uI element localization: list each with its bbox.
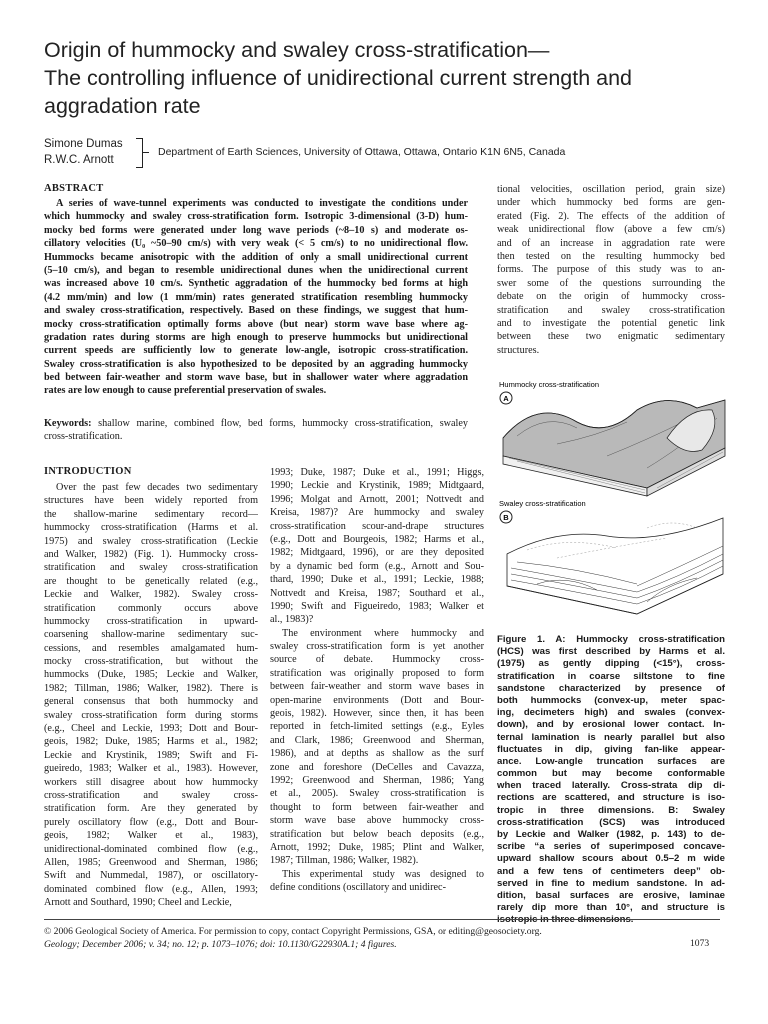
text-line: 1993; Duke, 1987; Duke et al., 1991; Higgs, bbox=[270, 467, 484, 478]
text-line: 1990; Leckie and Krystinik, 1989; Midtgaard, bbox=[270, 480, 484, 492]
text-line: stratification and swaley cross-stratification bbox=[44, 562, 258, 574]
panel-a-letter: A bbox=[503, 394, 509, 403]
text-line: which hummocky and swaley cross-stratification form. Isotropic 3-dimensional (3-D) hum- bbox=[44, 211, 468, 223]
text-line: dominated combined flow (e.g., Allen, 1993; bbox=[44, 883, 258, 895]
text-line: and to investigate the potential genetic link bbox=[497, 317, 725, 329]
text-line: Swift and Nummedal, 1987), or oscillatory- bbox=[44, 870, 258, 882]
text-line: ternal lamination is nearly parallel but also bbox=[497, 731, 725, 743]
text-line: and a few tens of centimeters deep” ob- bbox=[497, 865, 725, 877]
hummocky-block bbox=[503, 400, 725, 496]
text-line: Arnott, 1992; Duke, 1985; Plint and Walker, bbox=[270, 841, 484, 853]
text-line: open-marine environments (Dott and Bour- bbox=[270, 694, 484, 706]
text-line: Swaley cross-stratification is also hypothesized to be deposited by an aggrading hummocky bbox=[44, 358, 468, 370]
text-line: Leckie and Krystinik, 1989; Swift and Fi- bbox=[44, 749, 258, 761]
text-line: 1990; Swift and Figueiredo, 1983; Walker et bbox=[270, 600, 484, 612]
text-line: purely oscillatory flow (e.g., Dott and Bour- bbox=[44, 816, 258, 828]
text-line: Kreisa, 1987)? Are hummocky and swaley bbox=[270, 507, 484, 519]
text-line: bed between fair-weather and storm wave base, but in shallower water where aggradation bbox=[44, 372, 468, 384]
text-line: upward shallow scours about 0.5–2 m wide bbox=[497, 853, 725, 865]
text-line: swer some of the questions surrounding the bbox=[497, 277, 725, 289]
figure-1 bbox=[497, 378, 727, 628]
text-line: swaley cross-stratification form is yet another bbox=[270, 641, 484, 653]
text-line: (1975) as gently dipping (<15°), cross- bbox=[497, 658, 725, 670]
text-line: zone and foreshore (DeCelles and Cavazza, bbox=[270, 761, 484, 773]
text-line: mocky cross-stratification optimally forms above (but near) storm wave base where ag- bbox=[44, 318, 468, 330]
text-line: when traced laterally. Cross-strata dip di- bbox=[497, 780, 725, 792]
footer-rule bbox=[44, 919, 720, 920]
text-line: mocky bed forms were generated under long wave periods (~8–10 s) and moderate os- bbox=[44, 224, 468, 236]
text-line: thard, 1990; Duke et al., 1991; Leckie, 1988; bbox=[270, 574, 484, 586]
keywords-line bbox=[44, 417, 468, 430]
text-line: weak unidirectional flow (above a few cm/s) bbox=[497, 224, 725, 236]
text-line: Figure 1. A: Hummocky cross-stratification bbox=[497, 634, 725, 645]
text-line: coarsening shallow-marine sedimentary suc- bbox=[44, 629, 258, 641]
text-line: stratification and swaley cross-stratification bbox=[497, 304, 725, 316]
body-column-2 bbox=[270, 466, 484, 895]
text-line: rections are scattered, and structure is iso- bbox=[497, 792, 725, 804]
text-line: 1986), and at depths as shallow as the surf bbox=[270, 748, 484, 760]
text-line: cillatory velocities (U₀ ~50–90 cm/s) with very weak (< 5 cm/s) to no unidirectional flow. bbox=[44, 238, 468, 250]
text-line: forms. The purpose of this study was to an- bbox=[497, 264, 725, 276]
text-line: The environment where hummocky and bbox=[282, 627, 484, 639]
text-line: Hummocks became anisotropic with the addition of only a small unidirectional current bbox=[44, 251, 468, 263]
article-title bbox=[44, 36, 744, 120]
text-line: scribe “a series of superimposed concave- bbox=[497, 841, 725, 853]
keywords-text: shallow marine, combined flow, bed forms, hummocky cross-stratification, swaley bbox=[91, 418, 468, 429]
text-line: source of debate. Hummocky cross- bbox=[270, 654, 484, 666]
text-line: stratification commonly occurs above bbox=[44, 602, 258, 614]
text-line: and Clark, 1986; Greenwood and Sherman, bbox=[270, 734, 484, 746]
text-line: unidirectional-dominated combined flow (e.g., bbox=[44, 843, 258, 855]
text-line: This experimental study was designed to bbox=[282, 868, 484, 880]
author-name: R.W.C. Arnott bbox=[44, 154, 114, 166]
text-line: current speeds are sufficiently low to generate low-angle, isotropic cross-stratification. bbox=[44, 345, 468, 357]
text-line: gradation rates during storms are high enough to preserve hummocks but unidirectional bbox=[44, 331, 468, 343]
text-line: hummocky cross-stratification in upward- bbox=[44, 615, 258, 627]
text-line: Leckie and Walker, 1982). Swaley cross- bbox=[44, 589, 258, 601]
text-line: structures have been widely reported from bbox=[44, 495, 258, 507]
text-line: rarely dip more than 10°, and structure is bbox=[497, 902, 725, 914]
figure-1-caption bbox=[497, 634, 725, 927]
text-line: by Leckie and Walker (1982, p. 143) to de- bbox=[497, 829, 725, 840]
title-line: Origin of hummocky and swaley cross-stratification— bbox=[44, 38, 550, 62]
swaley-block bbox=[507, 518, 723, 614]
text-line: under which hummocky bed forms are gen- bbox=[497, 197, 725, 209]
text-line: al., 1983)? bbox=[270, 614, 314, 626]
text-line: 1982; Midtgaard, 1996), or are they deposited bbox=[270, 547, 484, 559]
text-line: 1982; Tillman, 1986; Walker, 1982). There is bbox=[44, 682, 258, 694]
text-line: common but may become conformable bbox=[497, 768, 725, 780]
keywords-line: cross-stratification. bbox=[44, 431, 123, 443]
text-line: swaley cross-stratification form during storms bbox=[44, 709, 258, 721]
body-column-1 bbox=[44, 481, 258, 910]
text-line: stratification but below beach deposits (e.g., bbox=[270, 828, 484, 840]
text-line: then tested on the resulting hummocky bed bbox=[497, 250, 725, 262]
text-line: ing, decimeters high) and swales (convex- bbox=[497, 707, 725, 719]
text-line: general consensus that both hummocky and bbox=[44, 696, 258, 708]
title-line: aggradation rate bbox=[44, 94, 201, 118]
text-line: rates are low enough to cause preferential preservation of swales. bbox=[44, 385, 327, 397]
abstract-heading: ABSTRACT bbox=[44, 183, 104, 194]
panel-b-letter: B bbox=[503, 513, 509, 522]
text-line: cessions, and resembles amalgamated hum- bbox=[44, 642, 258, 654]
text-line: sandstone characterized by presence of bbox=[497, 682, 725, 694]
text-line: 1992; Greenwood and Sherman, 1986; Yang bbox=[270, 774, 484, 786]
text-line: (HCS) was first described by Harms et al. bbox=[497, 646, 725, 658]
text-line: structures. bbox=[497, 344, 540, 356]
text-line: stratification was originally proposed to form bbox=[270, 667, 484, 679]
text-line: (5–10 cm/s), and began to resemble unidirectional dunes when the unidirectional current bbox=[44, 264, 468, 276]
text-line: and swaley cross-stratification, respectively. Based on these findings, we suggest that hum- bbox=[44, 305, 468, 317]
body-column-3 bbox=[497, 183, 725, 357]
text-line: tropic in three dimensions. B: Swaley bbox=[497, 804, 725, 816]
text-line: Allen, 1985; Greenwood and Sherman, 1986; bbox=[44, 856, 258, 868]
text-line: (e.g., Dott and Bourgeois, 1982; Harms et al., bbox=[270, 533, 484, 545]
text-line: geois, 1982; Duke, 1985; Harms et al., 1982; bbox=[44, 736, 258, 748]
text-line: 1996; Molgat and Arnott, 2001; Nottvedt and bbox=[270, 493, 484, 505]
text-line: define conditions (oscillatory and unidirec- bbox=[270, 882, 446, 894]
text-line: and of an increase in aggradation rate were bbox=[497, 237, 725, 249]
text-line: gueiredo, 1983; Walker et al., 1983). However, bbox=[44, 763, 258, 775]
text-line: hummocky cross-stratification (Harms et al. bbox=[44, 522, 258, 534]
author-name: Simone Dumas bbox=[44, 138, 123, 150]
text-line: debate on the origin of hummocky cross- bbox=[497, 291, 725, 303]
text-line: reported in fetch-limited settings (e.g., Eyles bbox=[270, 721, 484, 733]
text-line: dition, basal surfaces are erosive, laminae bbox=[497, 889, 725, 901]
text-line: ance. Low-angle truncation surfaces are bbox=[497, 755, 725, 767]
figure-1-illustration bbox=[497, 378, 727, 628]
abstract-body bbox=[44, 197, 468, 398]
text-line: tional velocities, oscillation period, grain size) bbox=[497, 184, 725, 195]
introduction-heading: INTRODUCTION bbox=[44, 466, 132, 477]
text-line: geois, 1982; Walker et al., 1983), bbox=[44, 830, 258, 842]
text-line: was increased above 10 cm/s. Synthetic aggradation of the hummocky bed forms at high bbox=[44, 278, 468, 290]
keywords bbox=[44, 417, 468, 444]
text-line: Arnott and Southard, 1990; Cheel and Leckie, bbox=[44, 897, 232, 909]
text-line: geois, 1982). However, since then, it has been bbox=[270, 708, 484, 720]
text-line: Over the past few decades two sedimentary bbox=[56, 482, 258, 493]
citation-line: Geology; December 2006; v. 34; no. 12; p. 1073–1076; doi: 10.1130/G22930A.1; 4 figures. bbox=[44, 938, 397, 950]
text-line: cross-stratification and swaley cross- bbox=[44, 789, 258, 801]
text-line: mocky cross-stratification, but without the bbox=[44, 656, 258, 668]
text-line: hummocks (Duke, 1985; Leckie and Walker, bbox=[44, 669, 258, 681]
text-line: cross-stratification (SCS) was introduced bbox=[497, 816, 725, 828]
copyright-line: © 2006 Geological Society of America. For permission to copy, contact Copyright Permissions, GSA, or editing@geosociety.org. bbox=[44, 926, 542, 937]
text-line: are thought to be genetically related (e.g., bbox=[44, 575, 258, 587]
text-line: storm wave base above hummocky cross- bbox=[270, 815, 484, 827]
text-line: fluctuates in dip, giving fan-like appear- bbox=[497, 743, 725, 755]
text-line: Nottvedt and Kreisa, 1987; Southard et al., bbox=[270, 587, 484, 599]
text-line: down), and by erosional lower contact. In- bbox=[497, 719, 725, 731]
text-line: A series of wave-tunnel experiments was conducted to investigate the conditions under bbox=[56, 198, 468, 209]
text-line: cross-stratification scour-and-drape structures bbox=[270, 520, 484, 532]
figure-panel-b-title: Swaley cross-stratification bbox=[499, 499, 586, 508]
text-line: isotropic in three dimensions. bbox=[497, 914, 634, 926]
text-line: the shallow-marine sedimentary record— bbox=[44, 508, 258, 520]
text-line: between fair-weather and storm wave bases in bbox=[270, 681, 484, 693]
footer bbox=[44, 926, 542, 951]
text-line: (e.g., Cheel and Leckie, 1993; Dott and Bour- bbox=[44, 723, 258, 735]
text-line: between these two enigmatic sedimentary bbox=[497, 331, 725, 343]
text-line: served in fine to medium sandstone. In ad- bbox=[497, 877, 725, 889]
text-line: (4.2 mm/min) and low (1 mm/min) rates generated stratification resembling hummocky bbox=[44, 291, 468, 303]
text-line: stratification form. Are they generated by bbox=[44, 803, 258, 815]
text-line: workers still disagree about how hummocky bbox=[44, 776, 258, 788]
author-brace-tick bbox=[143, 152, 149, 153]
page-number: 1073 bbox=[690, 938, 710, 949]
author-brace bbox=[136, 138, 143, 168]
text-line: both hummocks (convex-up, meter spac- bbox=[497, 694, 725, 706]
text-line: erated (Fig. 2). The effects of the addition of bbox=[497, 210, 725, 222]
affiliation: Department of Earth Sciences, University of Ottawa, Ottawa, Ontario K1N 6N5, Canada bbox=[158, 146, 566, 158]
text-line: 1987; Tillman, 1986; Walker, 1982). bbox=[270, 855, 419, 867]
figure-panel-a-title: Hummocky cross-stratification bbox=[499, 380, 600, 389]
text-line: by a dynamic bed form (e.g., Arnott and Sou- bbox=[270, 560, 484, 572]
keywords-label: Keywords: bbox=[44, 418, 92, 429]
author-list bbox=[44, 136, 123, 168]
text-line: 1975) and swaley cross-stratification (Leckie bbox=[44, 535, 258, 547]
text-line: and Walker, 1982) (Fig. 1). Hummocky cross- bbox=[44, 548, 258, 560]
text-line: et al., 2005). Swaley cross-stratification is bbox=[270, 788, 484, 800]
text-line: thought to form between fair-weather and bbox=[270, 801, 484, 813]
title-line: The controlling influence of unidirectional current strength and bbox=[44, 66, 633, 90]
text-line: stratification in coarse siltstone to fine bbox=[497, 670, 725, 682]
